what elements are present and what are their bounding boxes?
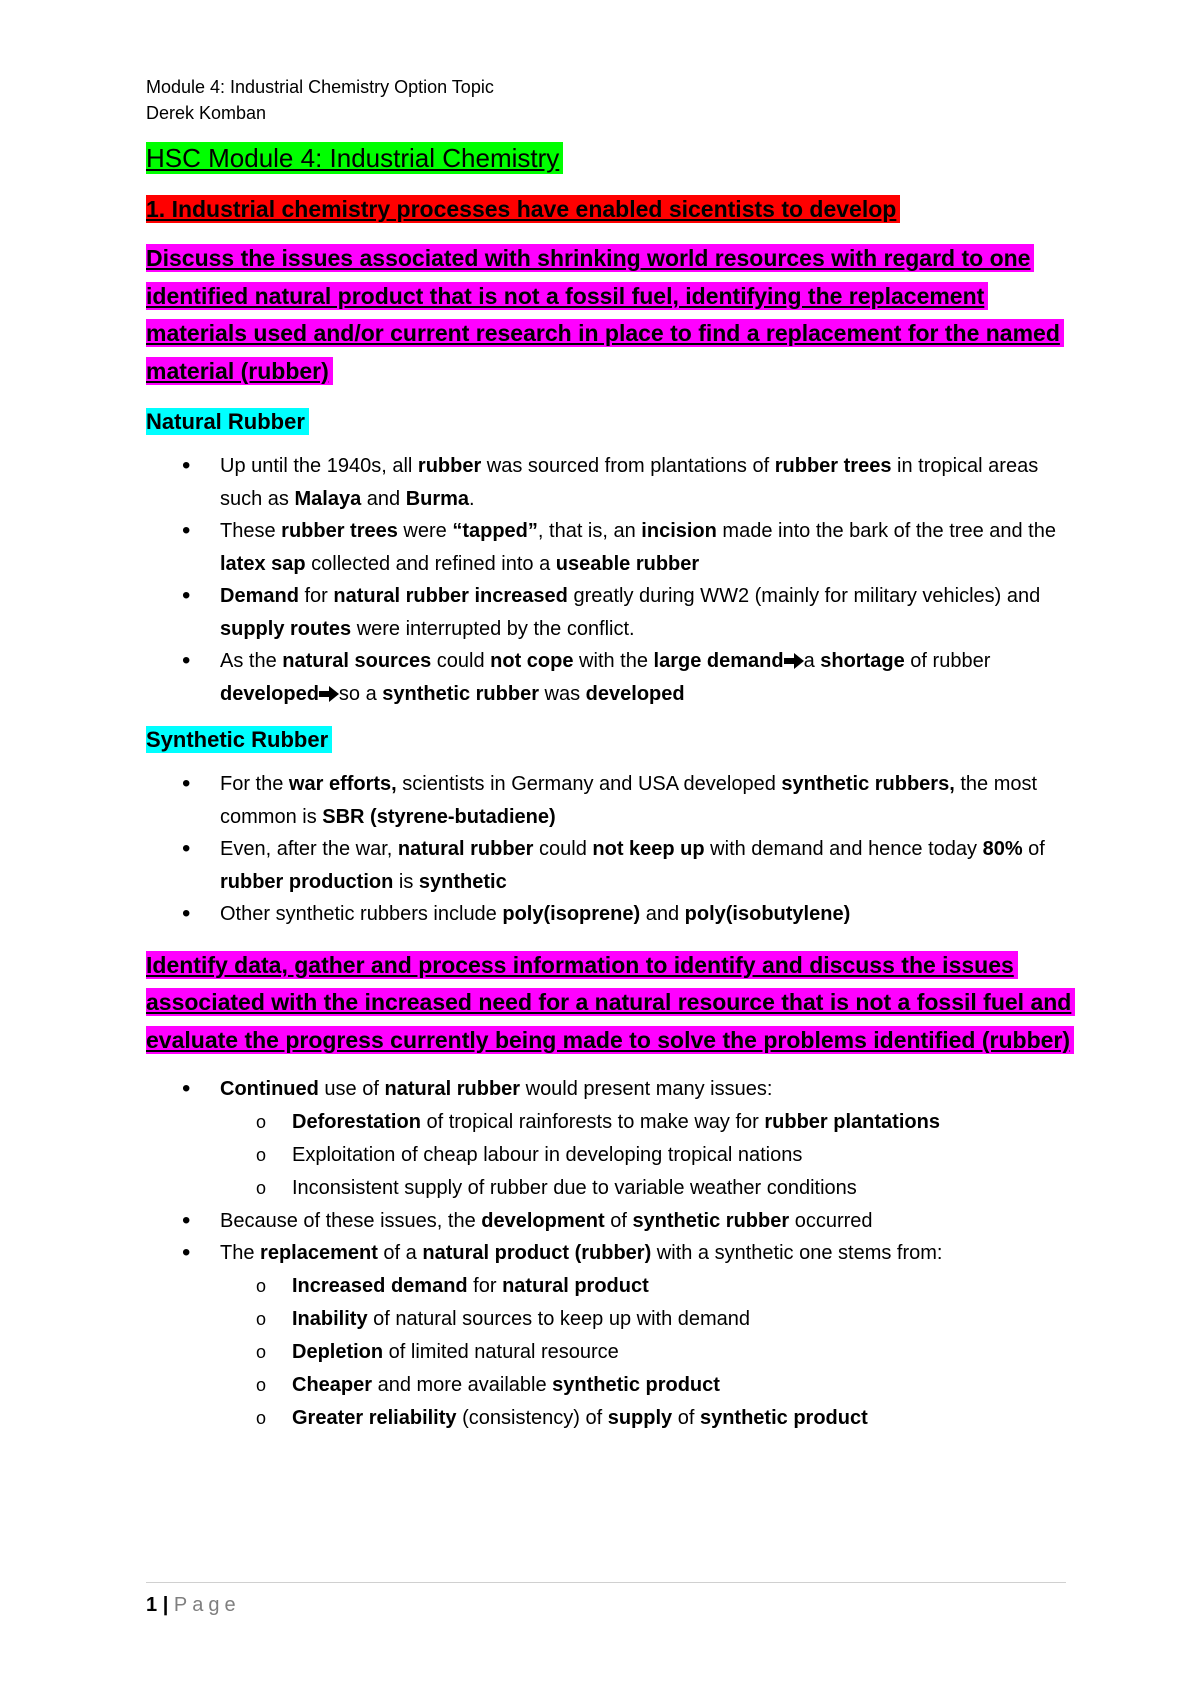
subheading-natural-rubber: Natural Rubber <box>146 406 1076 438</box>
footer-divider <box>146 1582 1066 1583</box>
list-item: • As the natural sources could not cope with the large demand a shortage of rubber developed so a synthetic rubber was developed <box>146 645 1076 710</box>
sub-list-item: o Cheaper and more available synthetic product <box>146 1369 1076 1402</box>
page-content <box>146 74 1076 1435</box>
list-item: • The replacement of a natural product (rubber) with a synthetic one stems from: o Increased demand for natural product o Inability of natural sources to keep up with demand o Depletion of limited natural resource o Cheaper and more available synthetic product o Greater reliability (consistency) of supply of synthetic product <box>146 1237 1076 1435</box>
right-arrow-icon <box>784 653 804 669</box>
sub-list-item: o Inconsistent supply of rubber due to variable weather conditions <box>146 1172 1076 1205</box>
sub-list-item: o Inability of natural sources to keep up with demand <box>146 1303 1076 1336</box>
sub-list-item: o Depletion of limited natural resource <box>146 1336 1076 1369</box>
document-title: HSC Module 4: Industrial Chemistry <box>146 140 1076 176</box>
list-item: • For the war efforts, scientists in Germany and USA developed synthetic rubbers, the most common is SBR (styrene-butadiene) <box>146 768 1076 833</box>
header-author: Derek Komban <box>146 103 267 123</box>
footer-separator: | <box>162 1594 169 1616</box>
sub-list <box>220 1270 1076 1435</box>
sub-list <box>220 1106 1076 1205</box>
list-item: • Even, after the war, natural rubber could not keep up with demand and hence today 80% of rubber production is synthetic <box>146 833 1076 898</box>
page-label: Page <box>173 1594 241 1616</box>
page-footer <box>146 1590 241 1620</box>
sub-list-item: o Deforestation of tropical rainforests to make way for rubber plantations <box>146 1106 1076 1139</box>
sub-list-item: o Increased demand for natural product <box>146 1270 1076 1303</box>
synthetic-rubber-list <box>146 768 1076 931</box>
issues-list <box>146 1073 1076 1435</box>
page-number: 1 <box>146 1594 158 1616</box>
list-item: • These rubber trees were “tapped”, that is, an incision made into the bark of the tree and the latex sap collected and refined into a useable rubber <box>146 515 1076 580</box>
syllabus-prompt-2: Identify data, gather and process information to identify and discuss the issues associated with the increased need for a natural resource that is not a fossil fuel and evaluate the progress currently being made to solve the problems identified (rubber) <box>146 947 1076 1060</box>
subheading-synthetic-rubber: Synthetic Rubber <box>146 724 1076 756</box>
list-item: • Other synthetic rubbers include poly(isoprene) and poly(isobutylene) <box>146 898 1076 931</box>
list-item: • Continued use of natural rubber would present many issues: o Deforestation of tropical rainforests to make way for rubber plantations o Exploitation of cheap labour in developing tropical nations o Inconsistent supply of rubber due to variable weather conditions <box>146 1073 1076 1205</box>
natural-rubber-list <box>146 450 1076 710</box>
list-item: • Demand for natural rubber increased greatly during WW2 (mainly for military vehicles) and supply routes were interrupted by the conflict. <box>146 580 1076 645</box>
header-topic: Module 4: Industrial Chemistry Option Topic <box>146 77 494 97</box>
right-arrow-icon <box>319 686 339 702</box>
syllabus-prompt-1: Discuss the issues associated with shrinking world resources with regard to one identified natural product that is not a fossil fuel, identifying the replacement materials used and/or current research in place to find a replacement for the named material (rubber) <box>146 240 1076 390</box>
sub-list-item: o Greater reliability (consistency) of supply of synthetic product <box>146 1402 1076 1435</box>
list-item: • Up until the 1940s, all rubber was sourced from plantations of rubber trees in tropical areas such as Malaya and Burma. <box>146 450 1076 515</box>
section-heading-1: 1. Industrial chemistry processes have enabled sicentists to develop <box>146 193 1076 225</box>
sub-list-item: o Exploitation of cheap labour in developing tropical nations <box>146 1139 1076 1172</box>
list-item: • Because of these issues, the development of synthetic rubber occurred <box>146 1205 1076 1238</box>
